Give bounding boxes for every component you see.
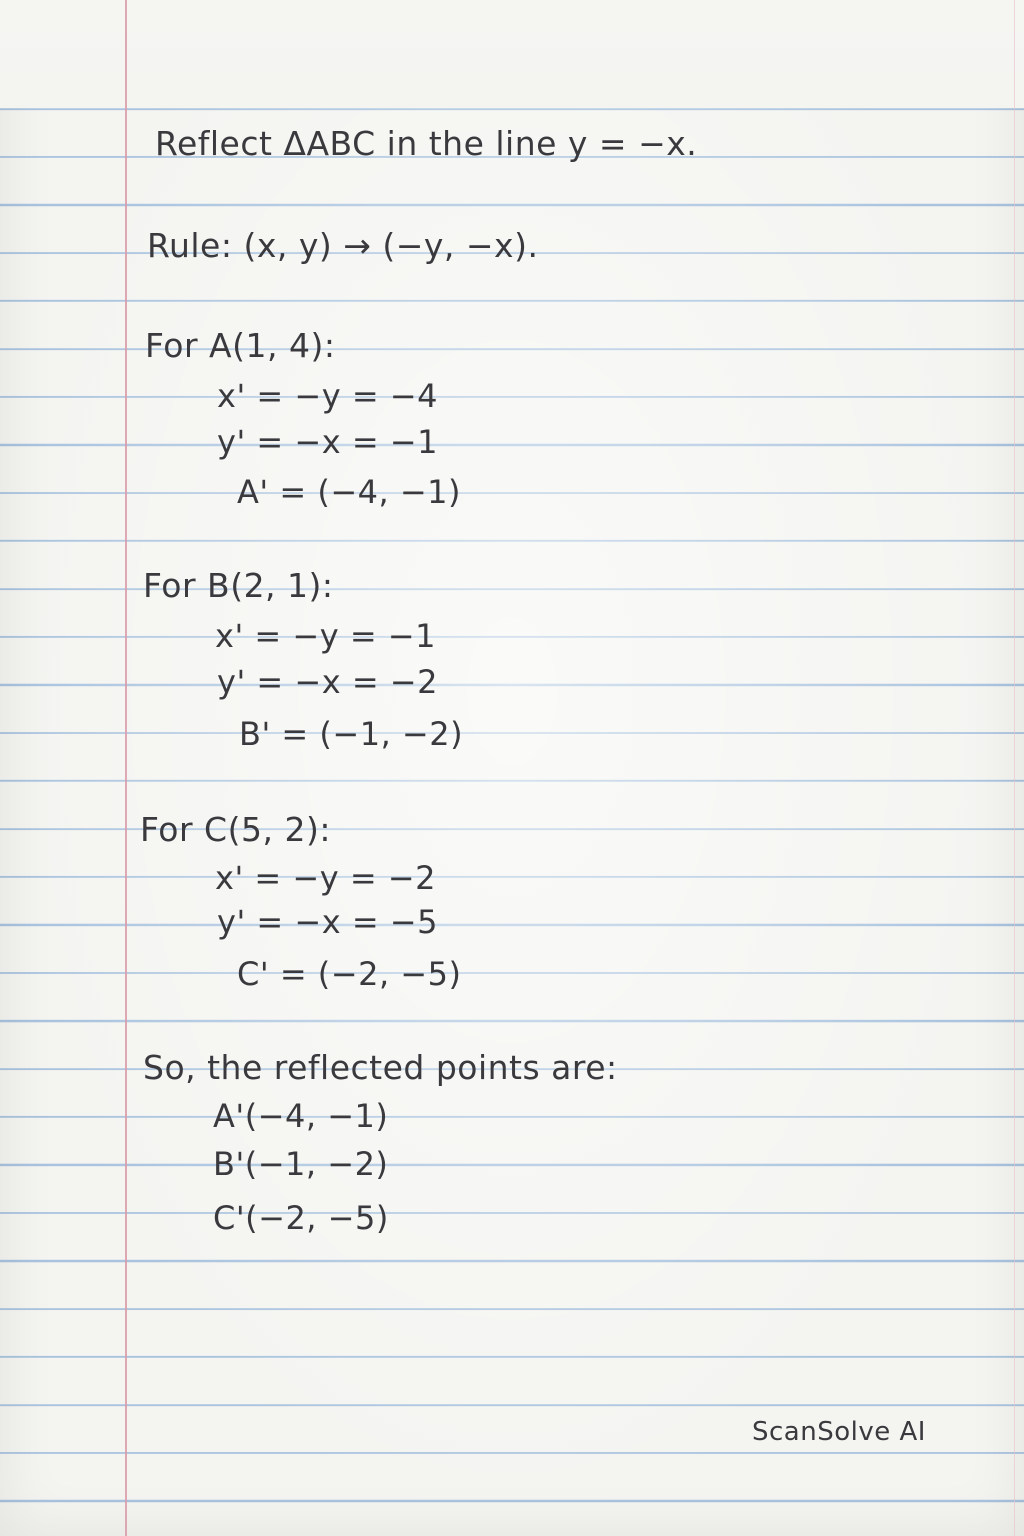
point-a-x-calc: x' = −y = −4 (217, 377, 438, 415)
point-a-heading: For A(1, 4): (145, 326, 336, 365)
point-c-result: C' = (−2, −5) (237, 955, 462, 993)
point-a-y-calc: y' = −x = −1 (217, 423, 438, 461)
brand-watermark: ScanSolve AI (752, 1417, 926, 1447)
point-b-heading: For B(2, 1): (143, 566, 334, 605)
reflection-rule: Rule: (x, y) → (−y, −x). (147, 226, 539, 265)
point-c-x-calc: x' = −y = −2 (215, 859, 436, 897)
page-header-band (0, 0, 1024, 108)
point-b-result: B' = (−1, −2) (239, 715, 464, 753)
summary-point-c: C'(−2, −5) (213, 1199, 389, 1237)
point-c-y-calc: y' = −x = −5 (217, 903, 438, 941)
point-b-x-calc: x' = −y = −1 (215, 617, 436, 655)
summary-point-b: B'(−1, −2) (213, 1145, 389, 1183)
point-b-y-calc: y' = −x = −2 (217, 663, 438, 701)
point-c-heading: For C(5, 2): (140, 810, 331, 849)
margin-rule (125, 0, 127, 1536)
summary-intro: So, the reflected points are: (143, 1048, 618, 1087)
problem-statement: Reflect ΔABC in the line y = −x. (155, 124, 698, 163)
point-a-result: A' = (−4, −1) (237, 473, 461, 511)
right-edge-rule (1014, 0, 1015, 1536)
summary-point-a: A'(−4, −1) (213, 1097, 389, 1135)
